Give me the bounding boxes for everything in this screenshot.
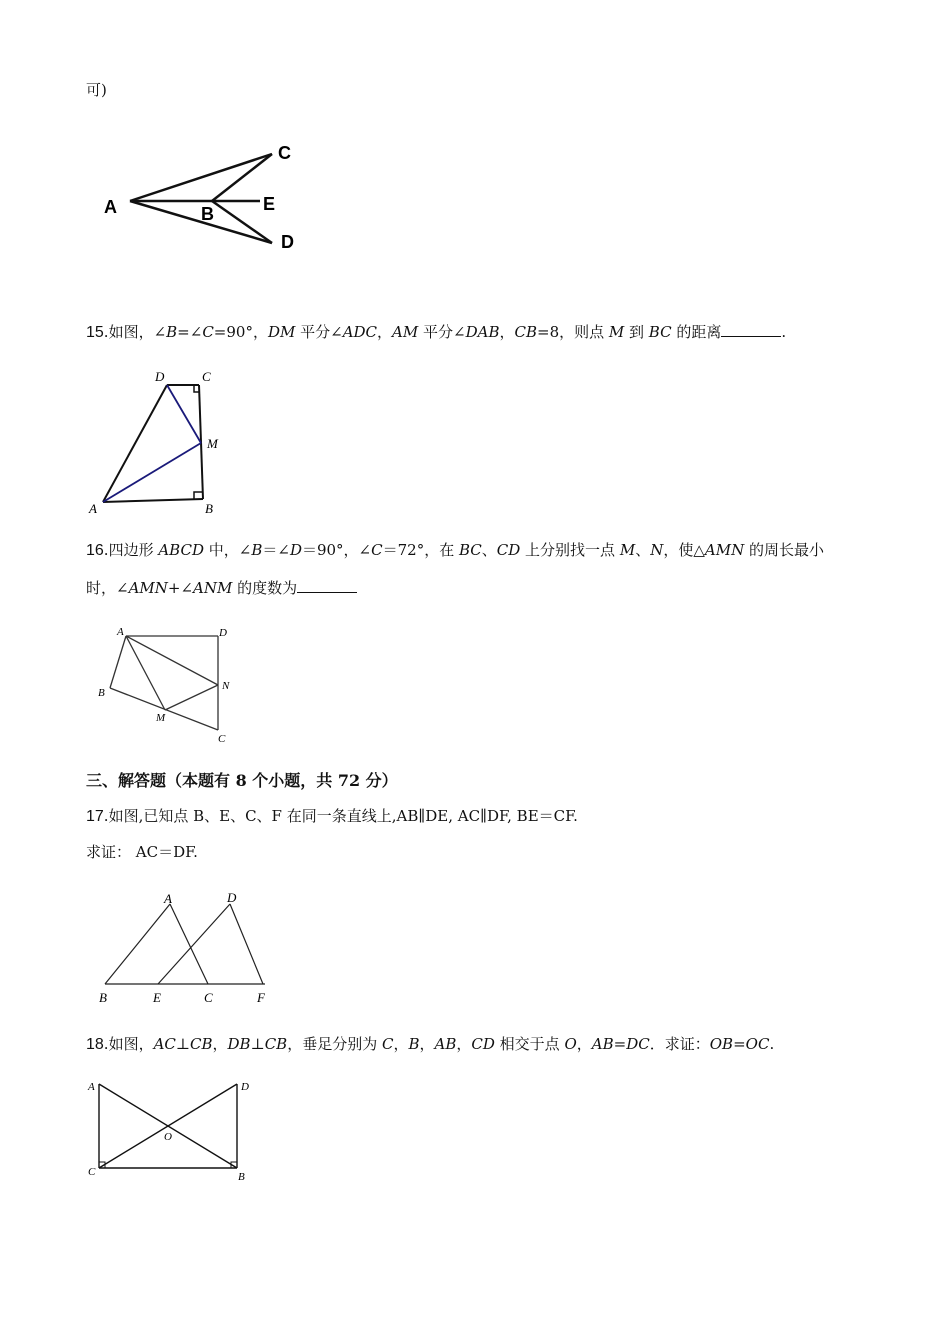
label-a: A bbox=[104, 197, 117, 217]
label-b: B bbox=[99, 990, 107, 1005]
question-17: 17.如图,已知点 B、E、C、F 在同一条直线上,AB∥DE, AC∥DF, BE＝CF. bbox=[86, 807, 578, 825]
label-b: B bbox=[98, 687, 105, 699]
label-c: C bbox=[218, 733, 226, 745]
label-d: D bbox=[227, 890, 237, 905]
answer-blank[interactable] bbox=[297, 578, 357, 593]
figure-q14 bbox=[100, 140, 310, 260]
label-b: B bbox=[205, 501, 213, 516]
label-a: A bbox=[88, 1081, 95, 1093]
label-m: M bbox=[207, 436, 218, 451]
label-e: E bbox=[263, 194, 276, 214]
label-e: E bbox=[153, 990, 161, 1005]
label-c: C bbox=[278, 143, 291, 163]
section-heading: 三、解答题（本题有 8 个小题，共 72 分） bbox=[86, 771, 398, 790]
question-18: 18.如图，AC⊥CB，DB⊥CB，垂足分别为 C，B，AB，CD 相交于点 O，AB=DC．求证：OB=OC. bbox=[86, 1035, 775, 1053]
question-16-line-2: 时，∠AMN+∠ANM 的度数为 bbox=[86, 578, 357, 598]
segment-am bbox=[103, 443, 201, 502]
question-17-prove: 求证： AC＝DF. bbox=[86, 843, 198, 861]
answer-blank[interactable] bbox=[721, 322, 781, 337]
question-number: 18 bbox=[86, 1036, 104, 1053]
label-c: C bbox=[202, 369, 211, 384]
question-number: 15 bbox=[86, 324, 104, 341]
figure-q15 bbox=[86, 368, 236, 518]
label-b: B bbox=[201, 204, 214, 224]
question-16-line-1: 16.四边形 ABCD 中，∠B＝∠D＝90°，∠C＝72°，在 BC、CD 上分别找一点 M、N，使△AMN 的周长最小 bbox=[86, 541, 824, 559]
segment-ac bbox=[130, 154, 272, 201]
figure-q18 bbox=[85, 1076, 260, 1191]
previous-question-fragment: 可) bbox=[86, 81, 107, 99]
label-f: F bbox=[257, 990, 265, 1005]
label-c: C bbox=[88, 1166, 96, 1178]
figure-q17 bbox=[95, 885, 280, 1010]
label-c: C bbox=[204, 990, 213, 1005]
question-number: 16 bbox=[86, 542, 104, 559]
figure-q16 bbox=[95, 624, 245, 749]
label-a: A bbox=[89, 501, 97, 516]
label-d: D bbox=[241, 1081, 249, 1093]
label-a: A bbox=[164, 891, 172, 906]
question-15: 15.如图，∠B=∠C=90°，DM 平分∠ADC，AM 平分∠DAB，CB=8，则点 M 到 BC 的距离 . bbox=[86, 323, 787, 341]
label-d: D bbox=[219, 627, 227, 639]
label-b: B bbox=[238, 1171, 245, 1183]
label-a: A bbox=[117, 626, 124, 638]
segment-dm bbox=[167, 385, 201, 443]
label-o: O bbox=[164, 1131, 172, 1143]
label-d: D bbox=[281, 232, 294, 252]
label-m: M bbox=[156, 712, 166, 724]
label-n: N bbox=[222, 680, 230, 692]
question-number: 17 bbox=[86, 808, 104, 825]
label-d: D bbox=[155, 369, 165, 384]
